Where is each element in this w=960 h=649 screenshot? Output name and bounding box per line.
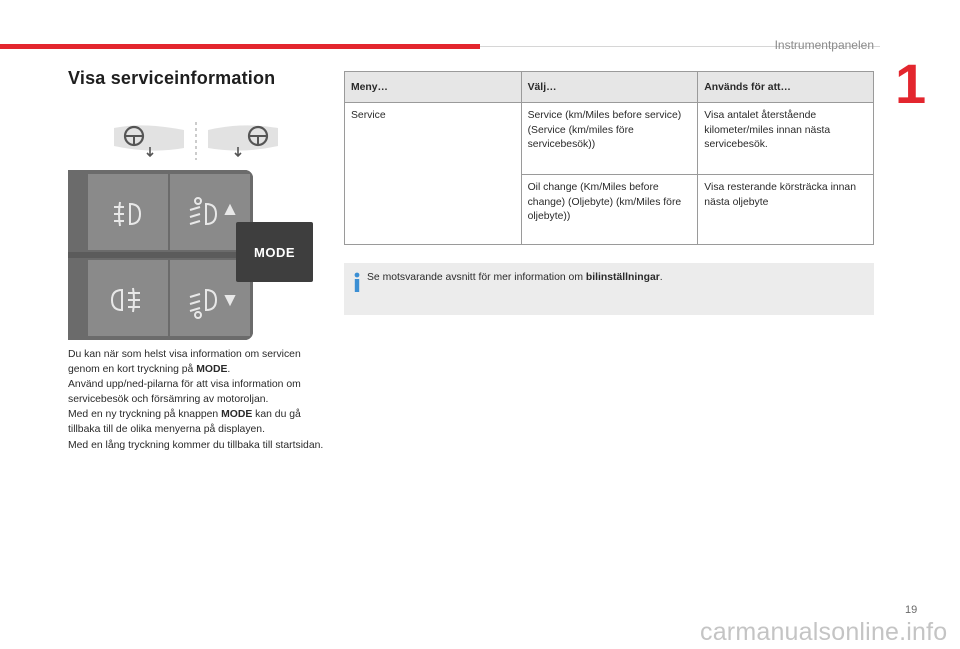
page-number: 19 bbox=[905, 604, 918, 616]
switch-panel-drawing bbox=[68, 170, 253, 340]
column-header-use: Används för att… bbox=[698, 72, 874, 103]
table-cell-menu: Service bbox=[345, 103, 522, 245]
steering-wheel-icon bbox=[208, 125, 278, 156]
table-row bbox=[345, 103, 874, 175]
paragraph: Du kan när som helst visa information om servicen genom en kort tryckning på MODE. bbox=[68, 349, 301, 376]
info-icon bbox=[353, 272, 361, 292]
service-menu-table bbox=[344, 71, 874, 245]
watermark: carmanualsonline.info bbox=[700, 618, 948, 646]
table-cell-use: Visa resterande körsträcka innan nästa oljebyte bbox=[698, 175, 874, 245]
header-accent-bar bbox=[0, 44, 480, 49]
link-text: bilinställningar bbox=[585, 272, 660, 283]
info-note: Se motsvarande avsnitt för mer information om bilinställningar. bbox=[344, 263, 874, 315]
page-title: Visa serviceinformation bbox=[68, 68, 276, 88]
table-cell-use: Visa antalet återstående kilometer/miles innan nästa servicebesök. bbox=[698, 103, 874, 175]
body-text bbox=[68, 347, 330, 453]
chapter-number: 1 bbox=[895, 52, 927, 115]
paragraph: Med en lång tryckning kommer du tillbaka till startsidan. bbox=[68, 439, 324, 451]
table-cell-choice: Service (km/Miles before service) (Service (km/miles före servicebesök)) bbox=[521, 103, 698, 175]
column-header-menu: Meny… bbox=[345, 72, 522, 103]
table-header-row bbox=[345, 72, 874, 103]
section-name: Instrumentpanelen bbox=[774, 38, 874, 52]
column-header-choice: Välj… bbox=[521, 72, 698, 103]
steering-wheel-illustration bbox=[112, 120, 282, 162]
mode-button: MODE bbox=[236, 222, 313, 282]
paragraph: Med en ny tryckning på knappen MODE kan du gå tillbaka till de olika menyerna på displayen. bbox=[68, 409, 301, 436]
paragraph: Använd upp/ned-pilarna för att visa information om servicebesök och försämring av motoroljan. bbox=[68, 379, 301, 406]
switch-panel bbox=[68, 170, 253, 340]
table-cell-choice: Oil change (Km/Miles before change) (Oljebyte) (km/Miles före oljebyte)) bbox=[521, 175, 698, 245]
steering-wheel-icon bbox=[114, 125, 184, 156]
